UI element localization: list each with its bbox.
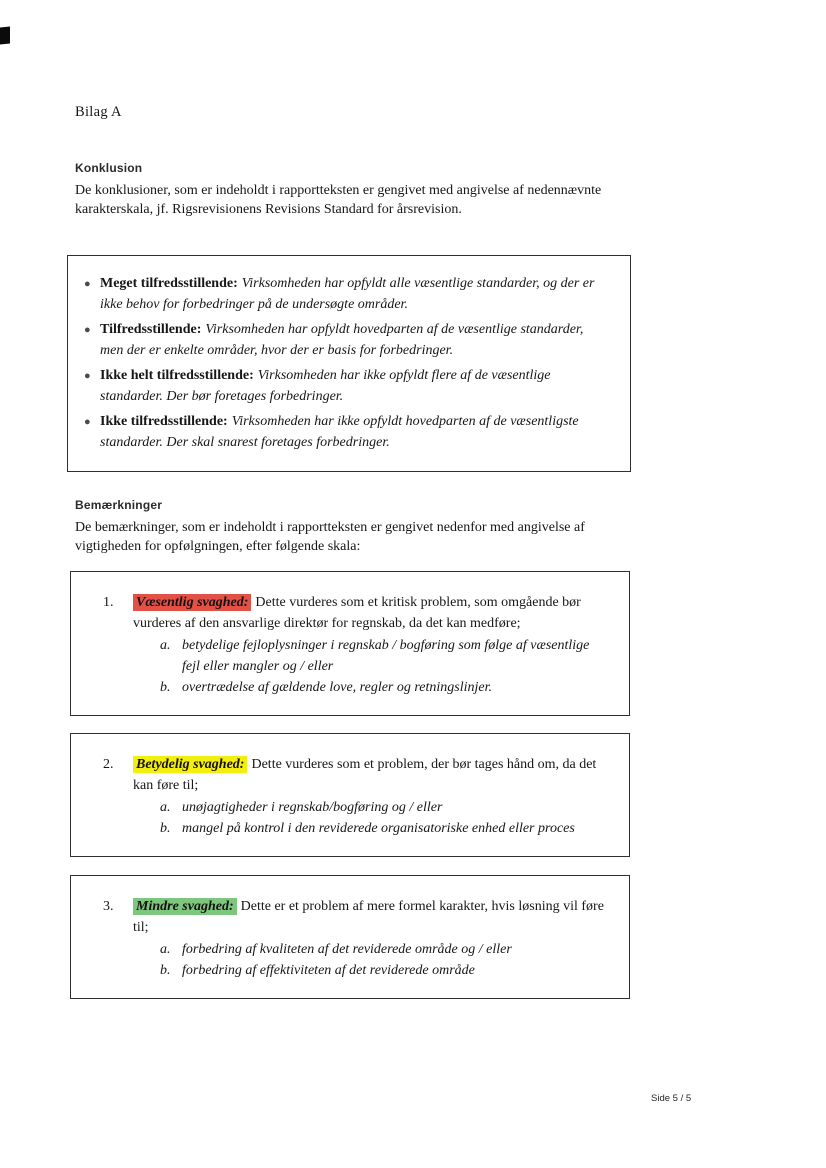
subitem-letter: a.: [160, 942, 171, 958]
grade-text: [100, 411, 608, 453]
severity-term-highlight: Mindre svaghed:: [133, 898, 237, 915]
grade-description: Virksomheden har opfyldt alle væsentlige standarder, og der er ikke behov for forbedringer på de undersøgte områder.: [100, 276, 595, 313]
grade-term: Tilfredsstillende:: [100, 322, 202, 338]
level-number: 1.: [103, 595, 114, 611]
severity-box-mindre: [70, 875, 630, 999]
subitem-text: forbedring af kvaliteten af det reviderede område og / eller: [182, 942, 512, 958]
level-text: [133, 896, 607, 981]
subitem-letter: b.: [160, 680, 171, 696]
level-text: [133, 592, 607, 698]
bemaerkninger-heading: Bemærkninger: [75, 498, 163, 513]
attachment-label: Bilag A: [75, 104, 122, 120]
grade-item: [84, 365, 608, 407]
subitem-text: unøjagtigheder i regnskab/bogføring og / eller: [182, 800, 443, 816]
grade-term: Ikke tilfredsstillende:: [100, 414, 228, 430]
subitem-text: betydelige fejloplysninger i regnskab / bogføring som følge af væsentlige fejl eller mangler og / eller: [182, 638, 590, 675]
severity-box-vaesentlig: [70, 571, 630, 716]
grade-text: [100, 273, 608, 315]
grade-item: [84, 411, 608, 453]
level-main: [133, 896, 607, 938]
subitem: [133, 635, 607, 677]
bullet-icon: ●: [84, 370, 91, 383]
level-main: [133, 592, 607, 634]
subitem: [133, 960, 607, 981]
subitem: [133, 797, 607, 818]
severity-description: Dette er et problem af mere formel karakter, hvis løsning vil føre til;: [133, 899, 604, 936]
grade-text: [100, 319, 608, 361]
subitem-text: forbedring af effektiviteten af det reviderede område: [182, 963, 475, 979]
bullet-icon: ●: [84, 416, 91, 429]
grade-term: Ikke helt tilfredsstillende:: [100, 368, 254, 384]
grade-text: [100, 365, 608, 407]
bemaerkninger-intro: De bemærkninger, som er indeholdt i rapportteksten er gengivet nedenfor med angivelse af vigtigheden for opfølgningen, efter følgende skala:: [75, 520, 585, 554]
subitem: [133, 677, 607, 698]
level-text: [133, 754, 607, 839]
grade-description: Virksomheden har ikke opfyldt hovedparten af de væsentligste standarder. Der skal snarest foretages forbedringer.: [100, 414, 579, 451]
grade-item: [84, 319, 608, 361]
subitems: [133, 939, 607, 981]
severity-box-betydelig: [70, 733, 630, 857]
grade-description: Virksomheden har opfyldt hovedparten af de væsentlige standarder, men der er enkelte områder, hvor der er basis for forbedringer.: [100, 322, 584, 359]
konklusion-heading: Konklusion: [75, 161, 143, 175]
konklusion-intro: De konklusioner, som er indeholdt i rapportteksten er gengivet med angivelse af nedennævnte karakterskala, jf. Rigsrevisionens Revisions Standard for årsrevision.: [75, 183, 602, 217]
subitems: [133, 635, 607, 698]
severity-term-highlight: Væsentlig svaghed:: [133, 594, 251, 611]
grade-term: Meget tilfredsstillende:: [100, 276, 238, 292]
grade-item: [84, 273, 608, 315]
subitem: [133, 939, 607, 960]
subitem-letter: a.: [160, 638, 171, 654]
severity-row: [103, 754, 607, 839]
page-number: Side 5 / 5: [651, 1093, 692, 1104]
bullet-icon: ●: [84, 278, 91, 291]
subitem-text: mangel på kontrol i den reviderede organisatoriske enhed eller proces: [182, 821, 575, 837]
subitem: [133, 818, 607, 839]
level-number: 2.: [103, 757, 114, 773]
subitem-letter: a.: [160, 800, 171, 816]
level-number: 3.: [103, 899, 114, 915]
bullet-icon: ●: [84, 324, 91, 337]
subitem-letter: b.: [160, 963, 171, 979]
subitem-text: overtrædelse af gældende love, regler og retningslinjer.: [182, 680, 493, 696]
severity-description: Dette vurderes som et kritisk problem, som omgående bør vurderes af den ansvarlige direktør for regnskab, da det kan medføre;: [133, 595, 581, 632]
subitem-letter: b.: [160, 821, 171, 837]
grade-description: Virksomheden har ikke opfyldt flere af de væsentlige standarder. Der bør foretages forbedringer.: [100, 368, 551, 405]
level-main: [133, 754, 607, 796]
konklusion-grades-box: [67, 255, 631, 472]
subitems: [133, 797, 607, 839]
severity-row: [103, 896, 607, 981]
severity-row: [103, 592, 607, 698]
severity-term-highlight: Betydelig svaghed:: [133, 756, 247, 773]
severity-description: Dette vurderes som et problem, der bør tages hånd om, da det kan føre til;: [133, 757, 597, 794]
scan-artifact-mark: [0, 26, 10, 44]
